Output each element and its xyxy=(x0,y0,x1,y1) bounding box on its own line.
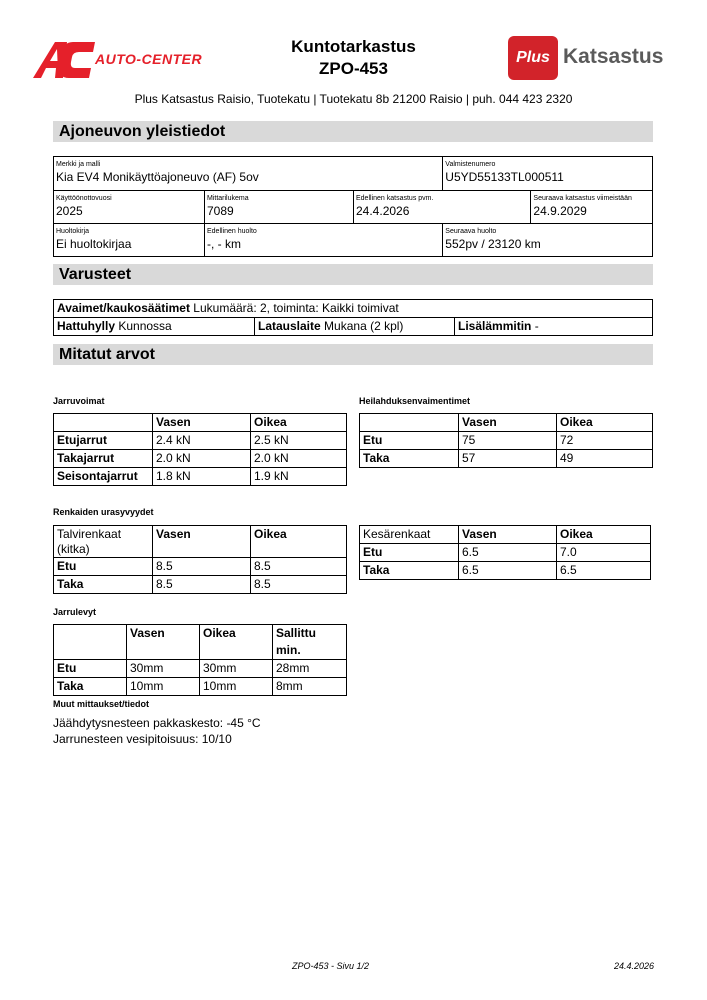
footer-date: 24.4.2026 xyxy=(614,961,655,971)
next-service-cell xyxy=(443,224,653,257)
cell-right: 49 xyxy=(557,450,653,468)
other-title: Muut mittaukset/tiedot xyxy=(53,699,149,709)
table-row xyxy=(360,450,653,468)
row-label: Etu xyxy=(54,558,153,576)
row-label: Etu xyxy=(54,660,127,678)
next-service-label: Seuraava huolto xyxy=(445,228,497,235)
vin-value: U5YD55133TL000511 xyxy=(445,170,564,184)
row-label: Etu xyxy=(360,432,459,450)
summer-tyres-table xyxy=(359,525,651,580)
make-value: Kia EV4 Monikäyttöajoneuvo (AF) 5ov xyxy=(56,170,259,184)
cell-left: 57 xyxy=(459,450,557,468)
brakes-col-left: Vasen xyxy=(153,414,251,432)
cell-min: 8mm xyxy=(273,678,347,696)
auto-center-logo-text: AUTO-CENTER xyxy=(95,51,203,67)
cell-left: 6.5 xyxy=(459,544,557,562)
cell-left: 30mm xyxy=(127,660,200,678)
next-inspection-cell xyxy=(531,191,653,224)
cell-right: 2.0 kN xyxy=(251,450,347,468)
row-label: Taka xyxy=(54,576,153,594)
cell-right: 30mm xyxy=(200,660,273,678)
cell-left: 10mm xyxy=(127,678,200,696)
cell-left: 6.5 xyxy=(459,562,557,580)
table-row xyxy=(54,576,347,594)
charger-label: Latauslaite xyxy=(258,319,321,333)
row-label: Taka xyxy=(54,678,127,696)
keys-value: Lukumäärä: 2, toiminta: Kaikki toimivat xyxy=(193,301,399,315)
odometer-value: 7089 xyxy=(207,204,234,218)
shocks-col-right: Oikea xyxy=(557,414,653,432)
year-label: Käyttöönottovuosi xyxy=(56,195,112,202)
table-row xyxy=(54,558,347,576)
shocks-col-left: Vasen xyxy=(459,414,557,432)
cell-right: 8.5 xyxy=(251,558,347,576)
row-label: Taka xyxy=(360,450,459,468)
equipment-table xyxy=(53,299,653,336)
shocks-title: Heilahduksenvaimentimet xyxy=(359,396,471,406)
cell-right: 6.5 xyxy=(557,562,651,580)
make-cell xyxy=(54,157,443,191)
cell-right: 72 xyxy=(557,432,653,450)
next-inspection-label: Seuraava katsastus viimeistään xyxy=(533,195,632,202)
document-plate: ZPO-453 xyxy=(319,59,388,78)
brake-discs-table xyxy=(53,624,347,696)
charger-cell xyxy=(255,318,455,336)
plus-katsastus-logo xyxy=(508,36,678,82)
cell-left: 8.5 xyxy=(153,558,251,576)
charger-value: Mukana (2 kpl) xyxy=(324,319,404,333)
shelf-label: Hattuhylly xyxy=(57,319,116,333)
cell-right: 1.9 kN xyxy=(251,468,347,486)
brakes-corner xyxy=(54,414,153,432)
discs-col-min: Sallittu min. xyxy=(273,625,347,660)
cell-right: 8.5 xyxy=(251,576,347,594)
winter-col-left: Vasen xyxy=(153,526,251,558)
discs-col-right: Oikea xyxy=(200,625,273,660)
prev-inspection-label: Edellinen katsastus pvm. xyxy=(356,195,434,202)
coolant-line: Jäähdytysnesteen pakkaskesto: -45 °C xyxy=(53,716,261,730)
brakes-title: Jarruvoimat xyxy=(53,396,105,406)
table-row xyxy=(54,660,347,678)
keys-label: Avaimet/kaukosäätimet xyxy=(57,301,190,315)
table-row xyxy=(360,562,651,580)
section-heading-general: Ajoneuvon yleistiedot xyxy=(53,121,653,142)
summer-head: Kesärenkaat xyxy=(360,526,459,544)
vin-label: Valmistenumero xyxy=(445,161,496,168)
next-service-value: 552pv / 23120 km xyxy=(445,237,541,251)
cell-right: 10mm xyxy=(200,678,273,696)
row-label: Etujarrut xyxy=(54,432,153,450)
station-address: Plus Katsastus Raisio, Tuotekatu | Tuotekatu 8b 21200 Raisio | puh. 044 423 2320 xyxy=(134,92,573,106)
plus-badge xyxy=(508,36,558,80)
summer-col-right: Oikea xyxy=(557,526,651,544)
cell-left: 75 xyxy=(459,432,557,450)
cell-left: 2.4 kN xyxy=(153,432,251,450)
summer-col-left: Vasen xyxy=(459,526,557,544)
heater-label: Lisälämmitin xyxy=(458,319,532,333)
winter-col-right: Oikea xyxy=(251,526,347,558)
shelf-cell xyxy=(54,318,255,336)
shelf-value: Kunnossa xyxy=(118,319,172,333)
section-heading-measured: Mitatut arvot xyxy=(53,344,653,365)
year-cell xyxy=(54,191,205,224)
prev-inspection-value: 24.4.2026 xyxy=(356,204,410,218)
cell-right: 2.5 kN xyxy=(251,432,347,450)
document-title: Kuntotarkastus xyxy=(291,37,416,56)
row-label: Etu xyxy=(360,544,459,562)
table-row xyxy=(54,678,347,696)
discs-title: Jarrulevyt xyxy=(53,607,97,617)
vehicle-info-table xyxy=(53,156,653,257)
keys-row xyxy=(54,300,653,318)
cell-left: 1.8 kN xyxy=(153,468,251,486)
cell-left: 2.0 kN xyxy=(153,450,251,468)
table-row xyxy=(54,450,347,468)
heater-cell xyxy=(455,318,653,336)
winter-head: Talvirenkaat (kitka) xyxy=(54,526,153,558)
winter-tyres-table xyxy=(53,525,347,594)
table-row xyxy=(54,432,347,450)
tread-title: Renkaiden urasyvyydet xyxy=(53,507,154,517)
make-label: Merkki ja malli xyxy=(56,161,101,168)
table-row xyxy=(360,544,651,562)
vin-cell xyxy=(443,157,653,191)
prev-inspection-cell xyxy=(354,191,531,224)
discs-col-left: Vasen xyxy=(127,625,200,660)
row-label: Taka xyxy=(360,562,459,580)
shocks-corner xyxy=(360,414,459,432)
table-row xyxy=(54,468,347,486)
table-row xyxy=(360,432,653,450)
cell-right: 7.0 xyxy=(557,544,651,562)
service-book-value: Ei huoltokirjaa xyxy=(56,237,132,251)
cell-min: 28mm xyxy=(273,660,347,678)
katsastus-logo-text: Katsastus xyxy=(563,45,664,68)
year-value: 2025 xyxy=(56,204,83,218)
odometer-cell xyxy=(205,191,354,224)
shocks-table xyxy=(359,413,653,468)
prev-service-value: -, - km xyxy=(207,237,241,251)
odometer-label: Mittarilukema xyxy=(207,195,249,202)
footer-page: ZPO-453 - Sivu 1/2 xyxy=(292,961,370,971)
prev-service-label: Edellinen huolto xyxy=(207,228,257,235)
next-inspection-value: 24.9.2029 xyxy=(533,204,587,218)
discs-corner xyxy=(54,625,127,660)
heater-value: - xyxy=(534,319,539,333)
brakes-table xyxy=(53,413,347,486)
brakes-col-right: Oikea xyxy=(251,414,347,432)
service-book-cell xyxy=(54,224,205,257)
section-heading-equipment: Varusteet xyxy=(53,264,653,285)
prev-service-cell xyxy=(205,224,443,257)
brake-fluid-line: Jarrunesteen vesipitoisuus: 10/10 xyxy=(53,732,232,746)
plus-badge-text: Plus xyxy=(516,49,550,66)
cell-left: 8.5 xyxy=(153,576,251,594)
service-book-label: Huoltokirja xyxy=(56,228,90,235)
row-label: Takajarrut xyxy=(54,450,153,468)
row-label: Seisontajarrut xyxy=(54,468,153,486)
